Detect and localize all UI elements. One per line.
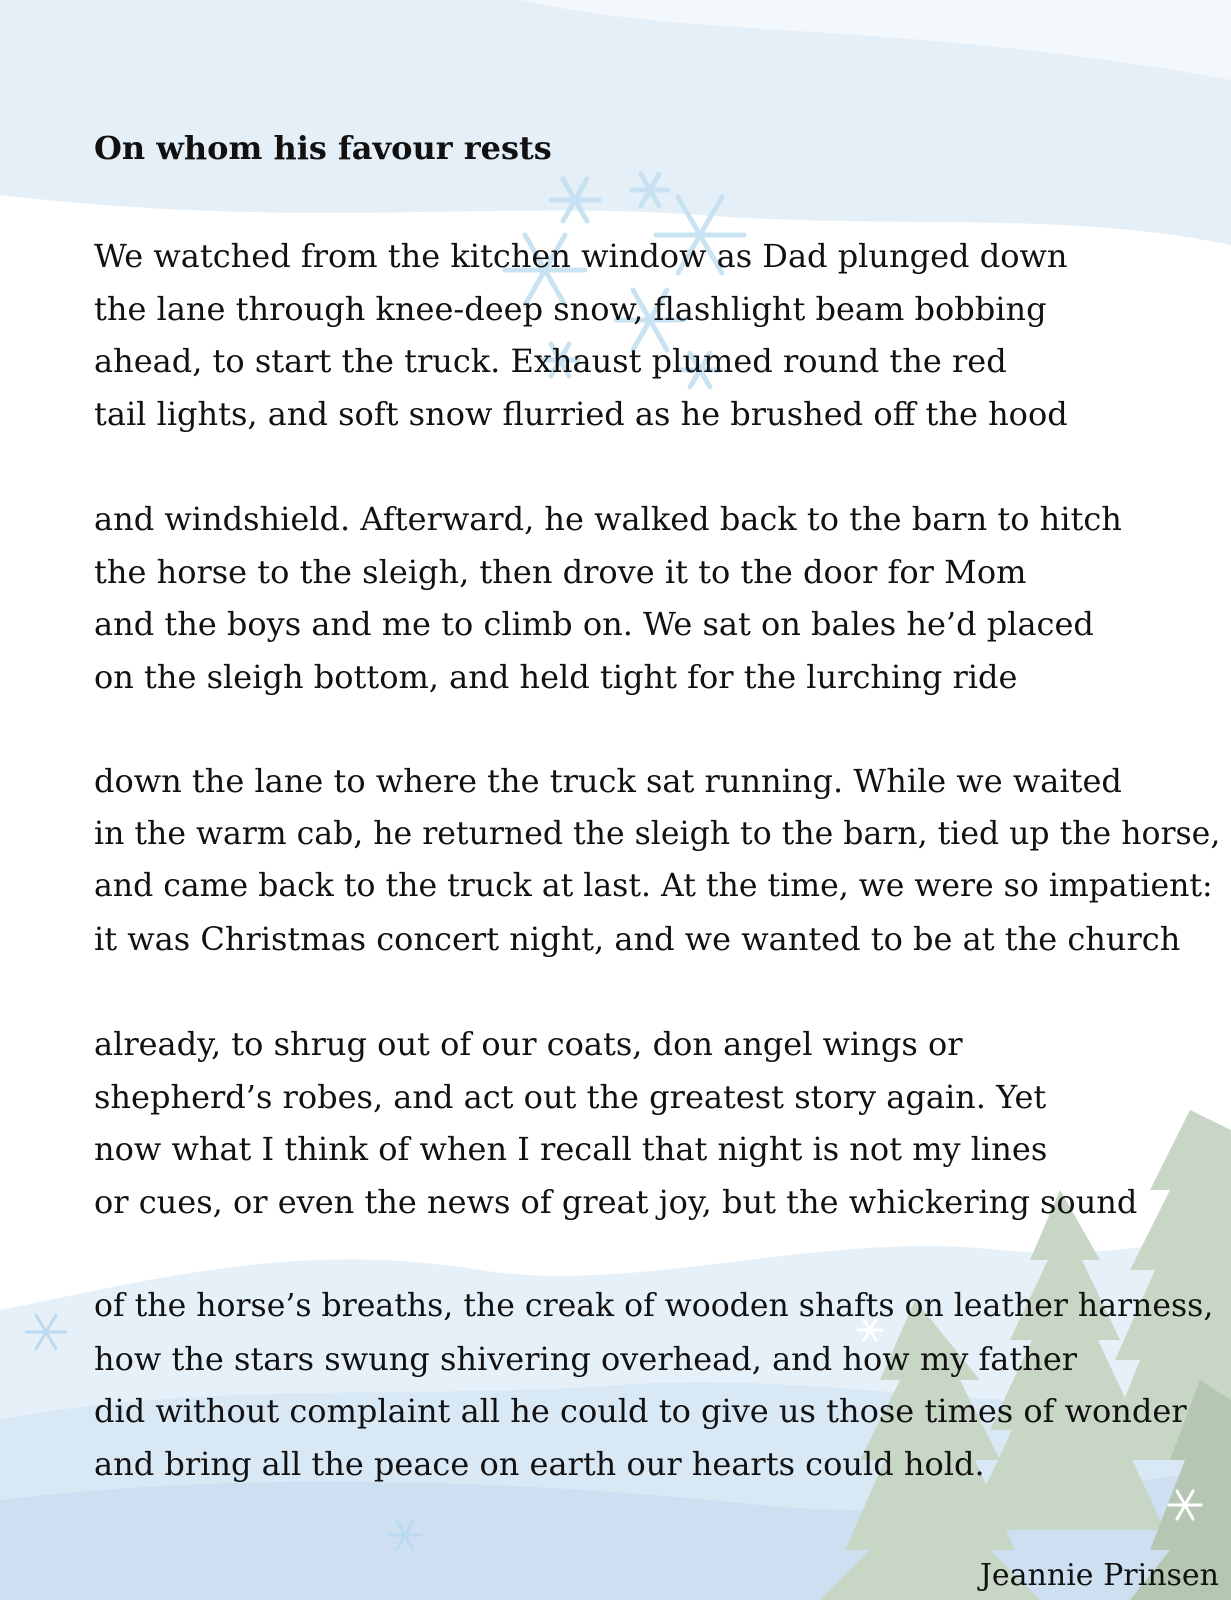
poem-line: and windshield. Afterward, he walked back to the barn to hitch [94, 500, 1122, 538]
stanza [94, 1018, 1137, 1228]
poem-line: ahead, to start the truck. Exhaust plumed round the red [94, 342, 1007, 380]
poem-author: Jeannie Prinsen [979, 1558, 1219, 1593]
poem-line: of the horse’s breaths, the creak of wooden shafts on leather harness, [94, 1288, 1214, 1324]
poem-page [94, 0, 1231, 1600]
stanza [94, 1280, 1213, 1490]
poem-line: it was Christmas concert night, and we wanted to be at the church [94, 919, 1181, 958]
poem-line: and bring all the peace on earth our hearts could hold. [94, 1444, 985, 1483]
poem-line: down the lane to where the truck sat running. While we waited [94, 762, 1122, 800]
poem-line: now what I think of when I recall that night is not my lines [94, 1130, 1048, 1168]
poem-line: tail lights, and soft snow flurried as he brushed off the hood [94, 394, 1068, 433]
poem-line: in the warm cab, he returned the sleigh to the barn, tied up the horse, [94, 815, 1221, 852]
poem-line: and came back to the truck at last. At the time, we were so impatient: [94, 868, 1213, 904]
poem-line: shepherd’s robes, and act out the greatest story again. Yet [94, 1077, 1047, 1116]
poem-line: the horse to the sleigh, then drove it to the door for Mom [94, 552, 1027, 591]
stanza [94, 230, 1068, 440]
poem-line: on the sleigh bottom, and held tight for the lurching ride [94, 657, 1018, 696]
poem-line: already, to shrug out of our coats, don angel wings or [94, 1025, 963, 1063]
poem-line: We watched from the kitchen window as Dad plunged down [94, 237, 1068, 275]
poem-line: did without complaint all he could to give us those times of wonder [94, 1392, 1187, 1430]
stanza [94, 493, 1122, 703]
poem-line: or cues, or even the news of great joy, but the whickering sound [94, 1182, 1138, 1221]
poem-title: On whom his favour rests [94, 129, 552, 167]
poem-line: how the stars swung shivering overhead, and how my father [94, 1339, 1078, 1378]
stanza [94, 755, 1220, 965]
poem-line: and the boys and me to climb on. We sat on bales he’d placed [94, 605, 1094, 643]
poem-line: the lane through knee-deep snow, flashlight beam bobbing [94, 289, 1047, 328]
